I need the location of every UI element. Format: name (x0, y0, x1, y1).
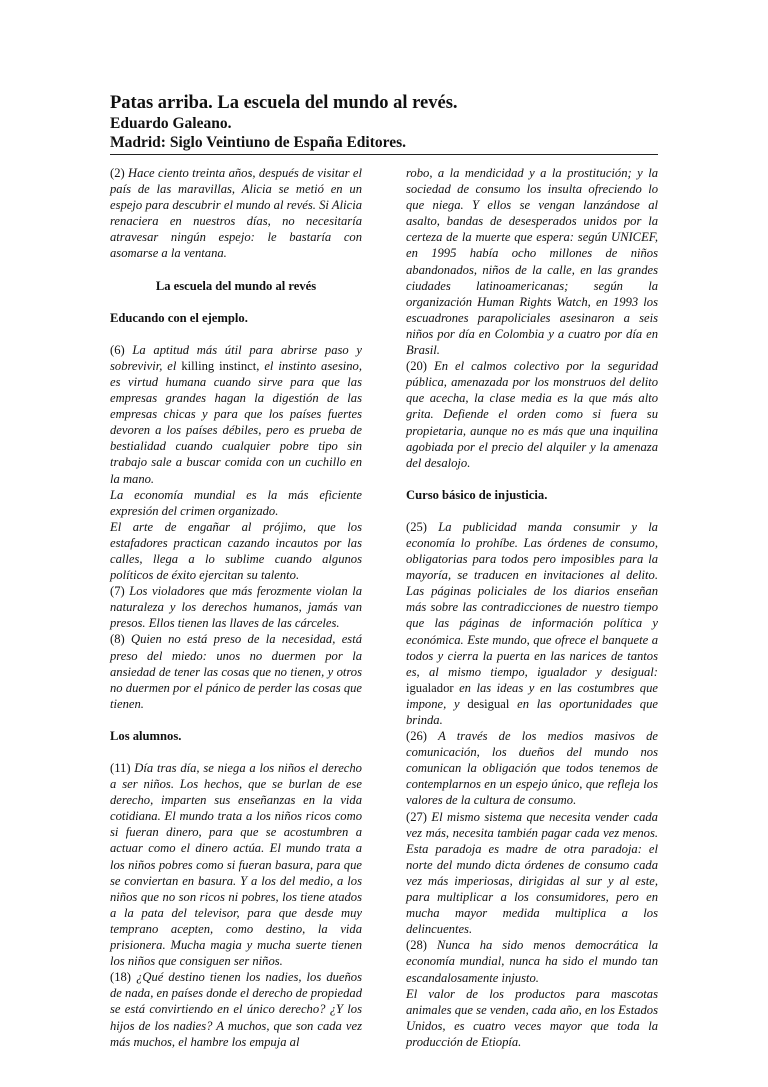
paragraph-number: (11) (110, 761, 131, 775)
paragraph-text: Hace ciento treinta años, después de visitar el país de las maravillas, Alicia se metió en un espejo para descubrir el mundo al revés. Si Alicia renaciera en nuestros días, no necesitaría atravesar ningún espejo: le bastaría con asomarse a la ventana. (110, 166, 362, 261)
paragraph-text: Nunca ha sido menos democrática la economía mundial, nunca ha sido el mundo tan escandalosamente injusto. (406, 938, 658, 985)
paragraph-6-cont (110, 487, 362, 519)
paragraph-text: el instinto asesino, es virtud humana cuando sirve para que las empresas grandes hagan la digestión de las empresas chicas y para que los países fuertes devoren a los países débiles, pero es prueba de bestialidad cuando cualquier pobre tipo sin trabajo sale a buscar comida con un cuchillo en la mano. (110, 358, 362, 486)
paragraph-text: Día tras día, se niega a los niños el derecho a ser niños. Los hechos, que se burlan de ese derecho, imparten sus enseñanzas en la vida cotidiana. El mundo trata a los niños ricos como si fueran dinero, para que se acostumbren a actuar como el dinero actúa. El mundo trata a los niños pobres como si fueran basura, para que se conviertan en basura. Y a los del medio, a los niños que no son ricos ni pobres, los tiene atados a la pata del televisor, para que desde muy temprano acepten, como destino, la vida prisionera. Mucha magia y mucha suerte tienen los niños que consiguen ser niños. (110, 761, 362, 969)
document-header (110, 92, 658, 155)
paragraph-number: (27) (406, 809, 427, 824)
paragraph-28 (406, 937, 658, 985)
document-title: Patas arriba. La escuela del mundo al revés. (110, 93, 458, 113)
paragraph-text: en las ideas y en las costumbres que impone, y (406, 680, 658, 711)
paragraph-number: (26) (406, 729, 427, 744)
section-title: La escuela del mundo al revés (155, 278, 317, 293)
igualador-term: igualador (406, 680, 454, 695)
publisher-line: Madrid: Siglo Veintiuno de España Editores. (110, 134, 407, 151)
paragraph-text: El valor de los productos para mascotas animales que se venden, cada año, en los Estados Unidos, es cuatro veces mayor que toda la producción de Etiopía. (406, 986, 658, 1049)
paragraph-text: ¿Qué destino tienen los nadies, los dueños de nada, en países donde el derecho de propiedad se está convirtiendo en el único derecho? ¿Y los hijos de los nadies? A muchos, que son cada vez más muchos, el hambre los empuja al (110, 970, 363, 1049)
paragraph-number: (6) (110, 342, 125, 357)
paragraph-text: Los violadores que más ferozmente violan la naturaleza y los derechos humanos, jamás van presos. Ellos tienen las llaves de las cárceles. (110, 584, 362, 631)
author-line: Eduardo Galeano. (110, 115, 232, 132)
paragraph-text: En el calmos colectivo por la seguridad pública, amenazada por los monstruos del delito que acecha, la clase media es la que más alto grita. Defiende el orden como si fuera su propietaria, aunque no es más que una inquilina agobiada por el precio del alquiler y la amenaza del desalojo. (406, 359, 659, 470)
paragraph-number: (2) (110, 166, 125, 180)
paragraph-8 (110, 631, 362, 711)
paragraph-number: (7) (110, 584, 125, 599)
right-column (406, 165, 658, 1050)
paragraph-2 (110, 165, 362, 262)
paragraph-number: (8) (110, 632, 125, 647)
paragraph-6-cont (110, 519, 362, 583)
paragraph-text: La aptitud más útil para abrirse paso y sobrevivir, el (110, 342, 362, 373)
paragraph-text: El mismo sistema que necesita vender cada vez más, necesita también pagar cada vez menos. Esta paradoja es madre de otra paradoja: el norte del mundo dicta órdenes de consumo cada vez más imperiosas, dirigidas al sur y al este, para multiplicar a los consumidores, pero en mucha mayor medida multiplica a los delincuentes. (406, 809, 658, 937)
heading-curso-basico: Curso básico de injusticia. (406, 487, 548, 502)
heading-educando: Educando con el ejemplo. (110, 310, 248, 325)
killing-instinct-term: killing instinct, (181, 358, 260, 373)
paragraph-text: La economía mundial es la más eficiente expresión del crimen organizado. (110, 487, 362, 518)
paragraph-text: A través de los medios masivos de comunicación, los dueños del mundo nos comunican la obligación que todos tenemos de contemplarnos en un espejo único, que refleja los valores de la cultura de consumo. (406, 729, 658, 808)
paragraph-28-cont (406, 986, 658, 1050)
paragraph-text: La publicidad manda consumir y la economía lo prohíbe. Las órdenes de consumo, obligatorias para todos pero imposibles para la mayoría, se traducen en invitaciones al delito. Las páginas policiales de los diarios enseñan más sobre las contradicciones de nuestro tiempo que las páginas de información política y económica. Este mundo, que ofrece el banquete a todos y cierra la puerta en las narices de tantos es, al mismo tiempo, igualador y desigual: (406, 519, 658, 679)
paragraph-6 (110, 342, 362, 487)
paragraph-number: (28) (406, 938, 427, 953)
paragraph-27 (406, 809, 658, 938)
heading-alumnos: Los alumnos. (110, 728, 182, 743)
paragraph-text: Quien no está preso de la necesidad, está preso del miedo: unos no duermen por la ansiedad de tener las cosas que no tienen, y otros no duermen por el pánico de perder las cosas que tienen. (110, 632, 362, 711)
left-column (110, 165, 362, 1050)
paragraph-text: robo, a la mendicidad y a la prostitución; y la sociedad de consumo los insulta ofreciendo lo que niega. Y ellos se vengan lanzándose al asalto, bandas de desesperados unidos por la certeza de la muerte que espera: según UNICEF, en 1995 había ocho millones de niños abandonados, niños de la calle, en las grandes ciudades latinoamericanas; según la organización Human Rights Watch, en 1993 los escuadrones parapoliciales asesinaron a seis niños por día en Colombia y a cuatro por día en Brasil. (406, 166, 658, 358)
paragraph-18-cont (406, 165, 658, 358)
paragraph-11 (110, 760, 362, 969)
paragraph-number: (18) (110, 970, 131, 985)
paragraph-text: El arte de engañar al prójimo, que los estafadores practican cazando incautos por las calles, llega a lo sublime cuando algunos políticos de éxito ejercitan su talento. (110, 519, 362, 583)
paragraph-25 (406, 519, 658, 728)
paragraph-number: (20) (406, 359, 427, 374)
paragraph-20 (406, 358, 658, 471)
paragraph-number: (25) (406, 519, 427, 534)
paragraph-7 (110, 583, 362, 631)
paragraph-18 (110, 969, 362, 1049)
paragraph-text: en las oportunidades que brinda. (406, 696, 658, 727)
desigual-term: desigual (467, 696, 510, 711)
paragraph-26 (406, 728, 658, 808)
